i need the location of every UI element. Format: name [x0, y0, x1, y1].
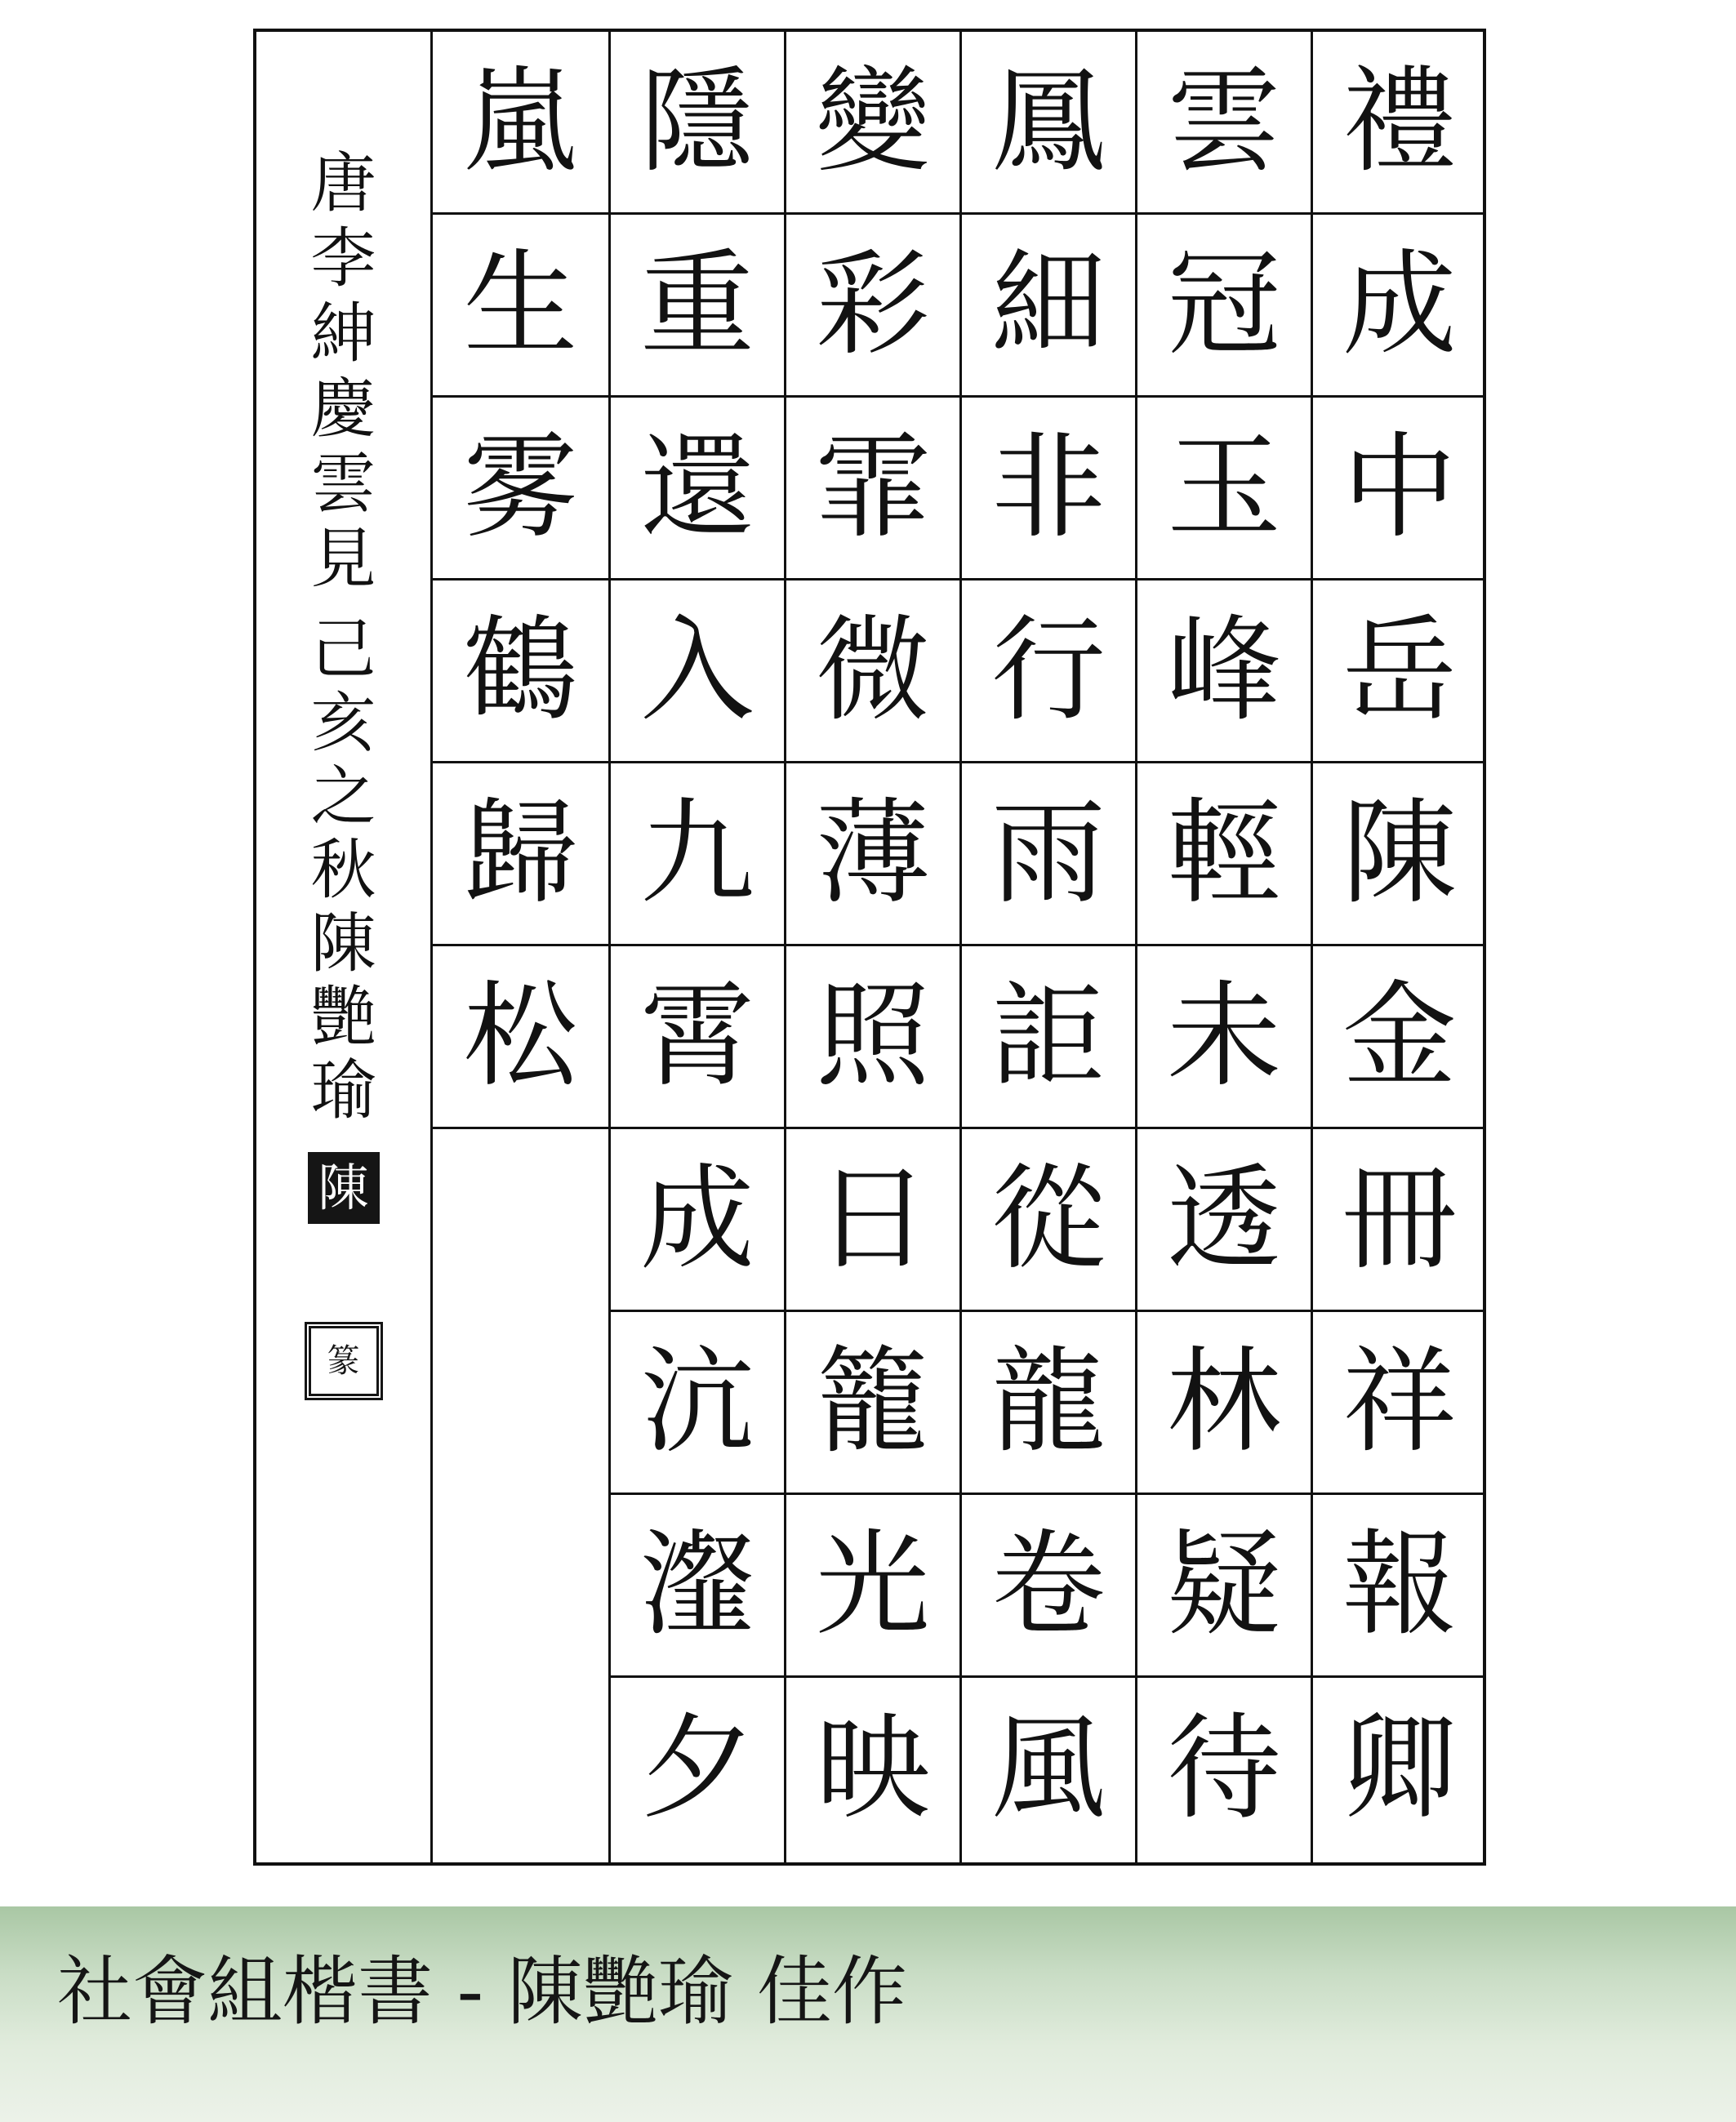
grid-character: 透 — [1137, 1129, 1311, 1312]
grid-character: 行 — [962, 581, 1135, 763]
character-grid — [430, 32, 1486, 1862]
grid-character: 籠 — [786, 1312, 959, 1495]
signature-character: 雲 — [310, 446, 376, 522]
grid-character: 瀣 — [611, 1495, 784, 1678]
grid-character: 成 — [1313, 215, 1486, 398]
grid-character: 日 — [786, 1129, 959, 1312]
grid-character: 還 — [611, 398, 784, 581]
grid-character: 微 — [786, 581, 959, 763]
empty-cell — [433, 1312, 608, 1495]
grid-character: 風 — [990, 1702, 1106, 1835]
grid-character: 雲 — [1137, 32, 1311, 215]
signature-character: 艷 — [310, 979, 376, 1055]
grid-character: 冊 — [1313, 1129, 1486, 1312]
grid-character: 雾 — [433, 398, 608, 581]
grid-column — [959, 32, 1135, 1862]
grid-character: 禮 — [1313, 32, 1486, 215]
grid-character: 龍 — [962, 1312, 1135, 1495]
grid-column — [784, 32, 959, 1862]
calligraphy-sheet — [253, 29, 1486, 1866]
grid-character: 沆 — [611, 1312, 784, 1495]
grid-character: 卿 — [1342, 1702, 1457, 1835]
signature-character: 瑜 — [310, 1052, 376, 1128]
style-seal-stamp: 篆 — [305, 1322, 383, 1400]
grid-character: 隱 — [611, 32, 784, 215]
empty-cell — [433, 1495, 608, 1678]
grid-character: 雨 — [962, 763, 1135, 946]
grid-column — [1311, 32, 1486, 1862]
signature-character: 己 — [310, 612, 376, 687]
grid-character: 九 — [611, 763, 784, 946]
grid-character: 未 — [1137, 946, 1311, 1129]
grid-character: 卷 — [962, 1495, 1135, 1678]
grid-character: 鳳 — [962, 32, 1135, 215]
grid-character: 詎 — [962, 946, 1135, 1129]
grid-character: 變 — [786, 32, 959, 215]
grid-character: 照 — [786, 946, 959, 1129]
grid-character: 歸 — [433, 763, 608, 946]
grid-character: 入 — [611, 581, 784, 763]
empty-cell — [433, 1129, 608, 1312]
signature-character: 紳 — [310, 296, 376, 371]
grid-character: 林 — [1137, 1312, 1311, 1495]
caption-title: 社會組楷書 - 陳艷瑜 佳作 — [57, 1948, 907, 2035]
grid-character: 報 — [1313, 1495, 1486, 1678]
grid-character: 陳 — [1313, 763, 1486, 946]
signature-character: 見 — [310, 521, 376, 597]
grid-character: 祥 — [1313, 1312, 1486, 1495]
grid-character: 夕 — [639, 1702, 754, 1835]
grid-character: 光 — [786, 1495, 959, 1678]
grid-column — [433, 32, 608, 1862]
grid-character: 松 — [433, 946, 608, 1129]
grid-character: 鶴 — [433, 581, 608, 763]
grid-character: 輕 — [1137, 763, 1311, 946]
grid-character: 重 — [611, 215, 784, 398]
grid-character: 金 — [1313, 946, 1486, 1129]
grid-column — [1135, 32, 1311, 1862]
grid-character: 從 — [962, 1129, 1135, 1312]
grid-character: 玉 — [1137, 398, 1311, 581]
grid-character: 生 — [433, 215, 608, 398]
grid-character: 中 — [1313, 398, 1486, 581]
signature-character: 之 — [310, 758, 376, 834]
grid-character: 霄 — [611, 946, 784, 1129]
signature-character: 慶 — [310, 371, 376, 447]
grid-character: 嵐 — [433, 32, 608, 215]
grid-character: 待 — [1166, 1702, 1281, 1835]
grid-character: 峰 — [1137, 581, 1311, 763]
grid-character: 成 — [611, 1129, 784, 1312]
signature-text — [303, 146, 385, 1400]
grid-character: 映 — [815, 1702, 930, 1835]
signature-character: 秋 — [310, 832, 376, 908]
grid-character: 疑 — [1137, 1495, 1311, 1678]
grid-character: 岳 — [1313, 581, 1486, 763]
name-seal-stamp: 陳 — [308, 1152, 380, 1224]
grid-character: 冠 — [1137, 215, 1311, 398]
grid-character: 彩 — [786, 215, 959, 398]
empty-cell — [433, 1678, 608, 1861]
grid-character: 霏 — [786, 398, 959, 581]
grid-column — [608, 32, 784, 1862]
grid-character: 非 — [962, 398, 1135, 581]
signature-character: 陳 — [310, 905, 376, 981]
grid-character: 薄 — [786, 763, 959, 946]
signature-character: 唐 — [310, 145, 376, 221]
signature-column — [256, 32, 430, 1862]
signature-character: 李 — [310, 220, 376, 296]
signature-character: 亥 — [310, 685, 376, 761]
grid-character: 細 — [962, 215, 1135, 398]
